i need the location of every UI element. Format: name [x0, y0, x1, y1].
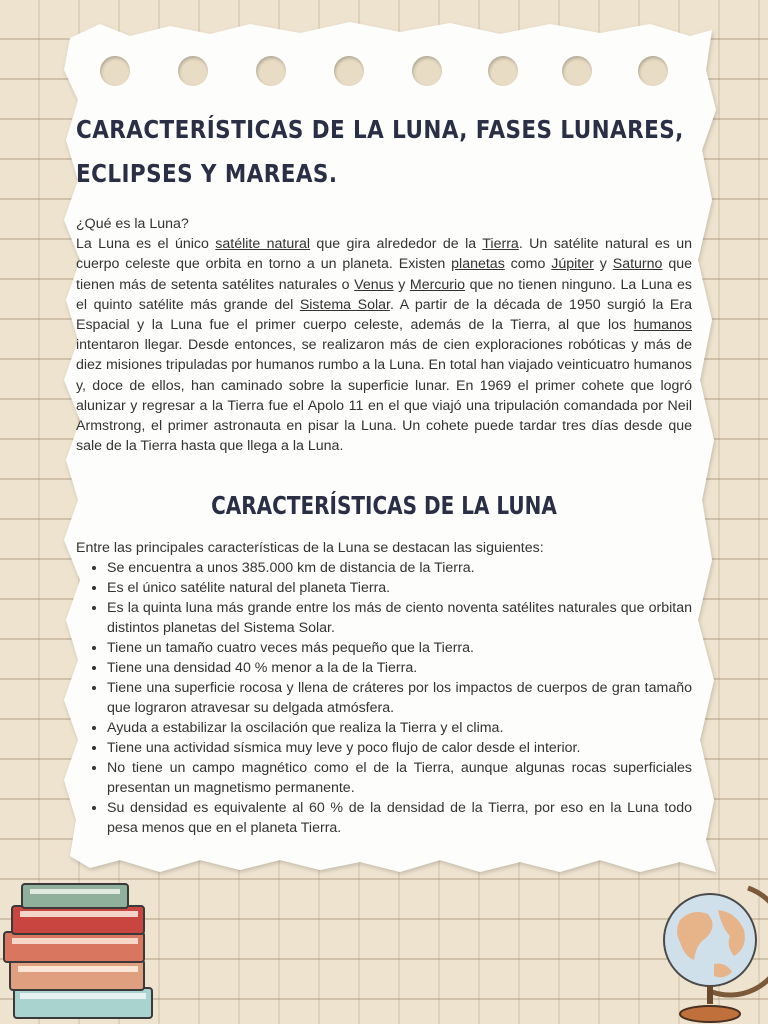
list-item: • Es la quinta luna más grande entre los más de ciento noventa satélites naturales que orbitan distintos planetas del Sistema Solar.: [107, 598, 692, 638]
binder-hole: [638, 56, 668, 86]
list-item: • Es el único satélite natural del planeta Tierra.: [107, 578, 692, 598]
binder-hole: [178, 56, 208, 86]
inline-link[interactable]: Sistema Solar: [299, 296, 390, 313]
list-item: • Tiene una densidad 40 % menor a la de la Tierra.: [107, 658, 692, 678]
section-title: CARACTERÍSTICAS DE LA LUNA: [211, 491, 557, 521]
binder-hole: [256, 56, 286, 86]
inline-link[interactable]: Júpiter: [551, 256, 594, 273]
list-item: • Ayuda a estabilizar la oscilación que realiza la Tierra y el clima.: [107, 718, 692, 738]
paragraph-text: y: [593, 256, 613, 273]
inline-link[interactable]: satélite natural: [215, 236, 311, 253]
inline-link[interactable]: Venus: [354, 276, 394, 293]
inline-link[interactable]: Saturno: [612, 256, 663, 273]
page-title: CARACTERÍSTICAS DE LA LUNA, FASES LUNARES, ECLIPSES Y MAREAS.: [76, 115, 684, 188]
paragraph-text: . Un satélite natural es un cuerpo celeste que orbita en torno a un planeta. Existen: [76, 236, 692, 273]
inline-link[interactable]: Mercurio: [409, 276, 466, 293]
paragraph-text: como: [504, 256, 552, 273]
book-stack-icon: [0, 880, 160, 1024]
paragraph-text: que tienen más de setenta satélites naturales o: [76, 256, 692, 293]
paragraph-text: intentaron llegar. Desde entonces, se realizaron más de cien exploraciones robóticas y más de diez misiones tripuladas por humanos rumbo a la Luna. En total han viajado veinticuatro humanos y, doce de ellos, han caminado sobre la superficie lunar. En 1969 el primer cohete que logró alunizar y regresar a la Tierra fue el Apolo 11 en el que viajó una tripulación comandada por Neil Armstrong, el primer astronauta en pisar la Luna. Un cohete puede tardar tres días desde que sale de la Tierra hasta que llega a la Luna.: [76, 337, 692, 455]
paragraph-text: La Luna es el único: [76, 236, 216, 253]
binder-hole: [488, 56, 518, 86]
paragraph-text: que gira alrededor de la: [310, 236, 483, 253]
list-intro: Entre las principales características de la Luna se destacan las siguientes:: [76, 540, 544, 557]
intro-paragraph: [76, 234, 692, 456]
list-item: • Su densidad es equivalente al 60 % de la densidad de la Tierra, por eso en la Luna todo pesa menos que en el planeta Tierra.: [107, 798, 692, 838]
features-list: [76, 558, 692, 838]
intro-section: [76, 214, 692, 456]
paragraph-text: que no tienen ninguno. La Luna es el quinto satélite más grande del: [76, 276, 693, 313]
list-item: • No tiene un campo magnético como el de la Tierra, aunque algunas rocas superficiales presentan un magnetismo permanente.: [107, 758, 692, 798]
list-item: • Tiene una actividad sísmica muy leve y poco flujo de calor desde el interior.: [107, 738, 692, 758]
inline-link[interactable]: Tierra: [482, 236, 519, 253]
document-body: [76, 108, 692, 838]
binder-hole: [334, 56, 364, 86]
inline-link[interactable]: planetas: [451, 256, 505, 273]
inline-link[interactable]: humanos: [633, 317, 692, 334]
list-item: • Se encuentra a unos 385.000 km de distancia de la Tierra.: [107, 558, 692, 578]
intro-question: ¿Qué es la Luna?: [76, 216, 189, 232]
paragraph-text: . A partir de la década de 1950 surgió la Era Espacial y la Luna fue el primer cuerpo celeste, además de la Tierra, al que los: [76, 296, 692, 334]
list-item: • Tiene una superficie rocosa y llena de cráteres por los impactos de cuerpos de gran tamaño que lograron atravesar su delgada atmósfera.: [107, 678, 692, 718]
paragraph-text: y: [393, 276, 410, 293]
binder-hole: [412, 56, 442, 86]
binder-hole: [562, 56, 592, 86]
globe-icon: [652, 880, 768, 1024]
binder-hole: [100, 56, 130, 86]
list-item: • Tiene un tamaño cuatro veces más pequeño que la Tierra.: [107, 638, 692, 658]
